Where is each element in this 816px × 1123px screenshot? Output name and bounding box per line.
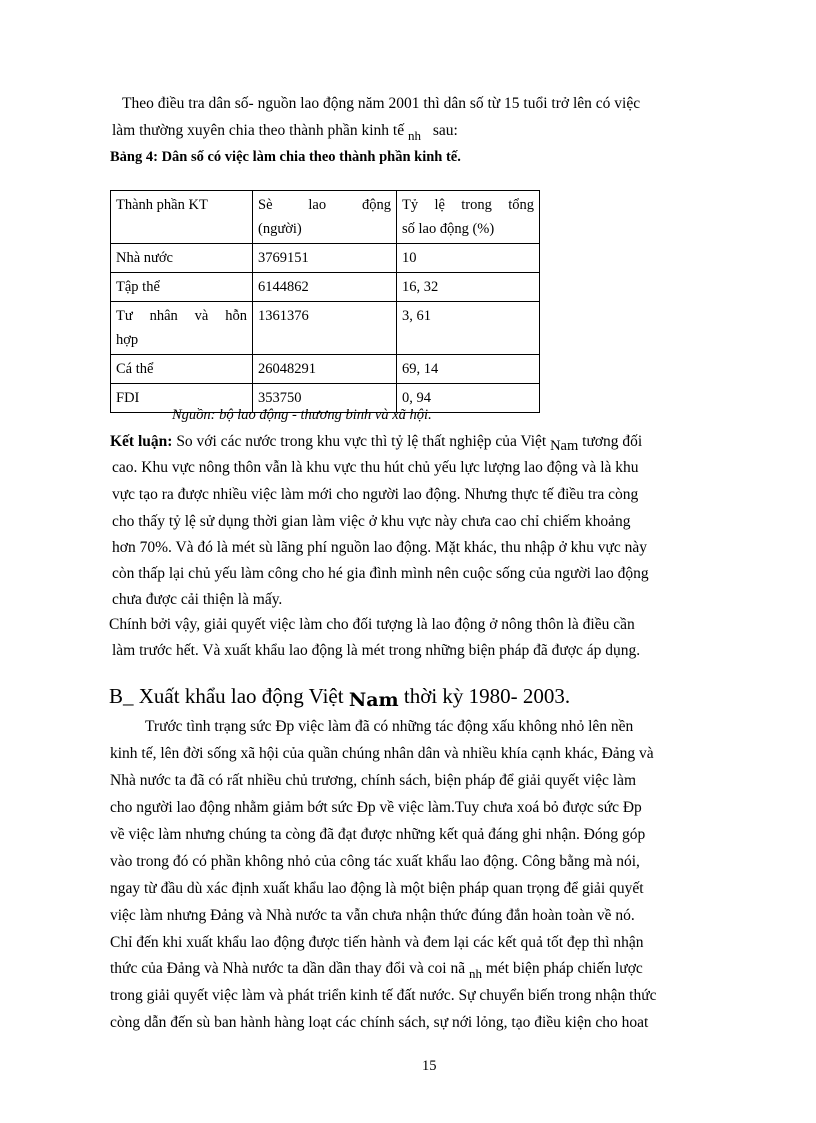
cell-workers: 26048291 [253,355,397,384]
para3-line-6: vào trong đó có phần không nhỏ của công tác xuất khẩu lao động. Công bằng mà nói, [110,853,640,870]
conclusion-line-4: cho thấy tỷ lệ sử dụng thời gian làm việc ở khu vực này chưa cao chỉ chiếm khoảng [112,513,631,530]
para3-line-2: kinh tế, lên đời sống xã hội của quần chúng nhân dân và nhiều khía cạnh khác, Đảng và [110,745,654,762]
para3-line-9: Chỉ đến khi xuất khẩu lao động được tiến hành và đem lại các kết quả tốt đẹp thì nhận [110,934,644,951]
table-row [111,355,540,384]
conclusion-line-1: Kết luận: So với các nước trong khu vực thì tỷ lệ thất nghiệp của Việt Nam tương đối [110,433,643,454]
cell-workers: 6144862 [253,273,397,302]
cell-workers: 3769151 [253,244,397,273]
cell-share: 10 [397,244,540,273]
table-row [111,302,540,355]
cell-share: 3, 61 [397,302,540,355]
header-workers: Sè lao động (người) [253,191,397,244]
conclusion-line-6: còn thấp lại chủ yếu làm công cho hé gia đình mình nên cuộc sống của người lao động [112,565,649,582]
para3-line-4: cho người lao động nhằm giảm bớt sức Ðp về việc làm.Tuy chưa xoá bỏ được sức Ðp [110,799,642,816]
cell-share: 69, 14 [397,355,540,384]
conclusion-line-3: vực tạo ra được nhiều việc làm mới cho người lao động. Nhưng thực tế điều tra còng [112,486,639,503]
para3-line-5: về việc làm nhưng chúng ta còng đã đạt được những kết quả đáng ghi nhận. Đóng góp [110,826,646,843]
table-source: Nguồn: bộ lao động - thương binh và xã hội. [172,407,432,423]
cell-share: 0, 94 [397,384,540,413]
cell-workers: 353750 [253,384,397,413]
para2-line-2: làm trước hết. Và xuất khẩu lao động là mét trong những biện pháp đã được áp dụng. [112,642,641,659]
employment-table [110,190,540,413]
para3-line-1: Trước tình trạng sức Ðp việc làm đã có những tác động xấu không nhỏ lên nền [145,718,634,735]
intro-line-2: làm thường xuyên chia theo thành phần kinh tế $_{nh}$ sau: [112,122,458,143]
table-title: Bảng 4: Dân số có việc làm chia theo thành phần kinh tế. [110,149,461,165]
cell-share: 16, 32 [397,273,540,302]
para3-line-12: còng dẫn đến sù ban hành hàng loạt các chính sách, sự nới lỏng, tạo điều kiện cho hoat [110,1014,649,1031]
section-heading: B_ Xuất khẩu lao động Việt Nam thời kỳ 1980- 2003. [109,684,571,711]
cell-sector: Tư nhân và hỗn hợp [111,302,253,355]
cell-sector: Tập thể [111,273,253,302]
page-number: 15 [422,1058,437,1074]
cell-sector: FDI [111,384,253,413]
para3-line-11: trong giải quyết việc làm và phát triển kinh tế đất nước. Sự chuyển biến trong nhận thức [110,987,657,1004]
conclusion-line-7: chưa được cải thiện là mấy. [112,591,283,608]
para3-line-3: Nhà nước ta đã có rất nhiều chủ trương, chính sách, biện pháp để giải quyết việc làm [110,772,637,789]
conclusion-line-2: cao. Khu vực nông thôn vẫn là khu vực thu hút chủ yếu lực lượng lao động và là khu [112,459,639,476]
intro-line-1: Theo điều tra dân số- nguồn lao động năm 2001 thì dân số từ 15 tuổi trở lên có việc [122,95,641,112]
para3-line-10: thức của Đảng và Nhà nước ta dần dần thay đổi và coi nã $_{nh}$ mét biện pháp chiến lược [110,960,643,981]
header-share: Tỷ lệ trong tổng số lao động (%) [397,191,540,244]
table-header-row [111,191,540,244]
table-row [111,244,540,273]
cell-sector: Nhà nước [111,244,253,273]
cell-sector: Cá thể [111,355,253,384]
para3-line-8: việc làm nhưng Đảng và Nhà nước ta vẫn chưa nhận thức đúng đắn hoàn toàn về nó. [110,907,635,924]
para2-line-1: Chính bởi vậy, giải quyết việc làm cho đối tượng là lao động ở nông thôn là điều cần [109,616,635,633]
para3-line-7: ngay từ đầu dù xác định xuất khẩu lao động là một biện pháp quan trọng để giải quyết [110,880,644,897]
table-row [111,273,540,302]
header-sector: Thành phần KT [111,191,253,244]
cell-workers: 1361376 [253,302,397,355]
conclusion-line-5: hơn 70%. Và đó là mét sù lãng phí nguồn lao động. Mặt khác, thu nhập ở khu vực này [112,539,648,556]
